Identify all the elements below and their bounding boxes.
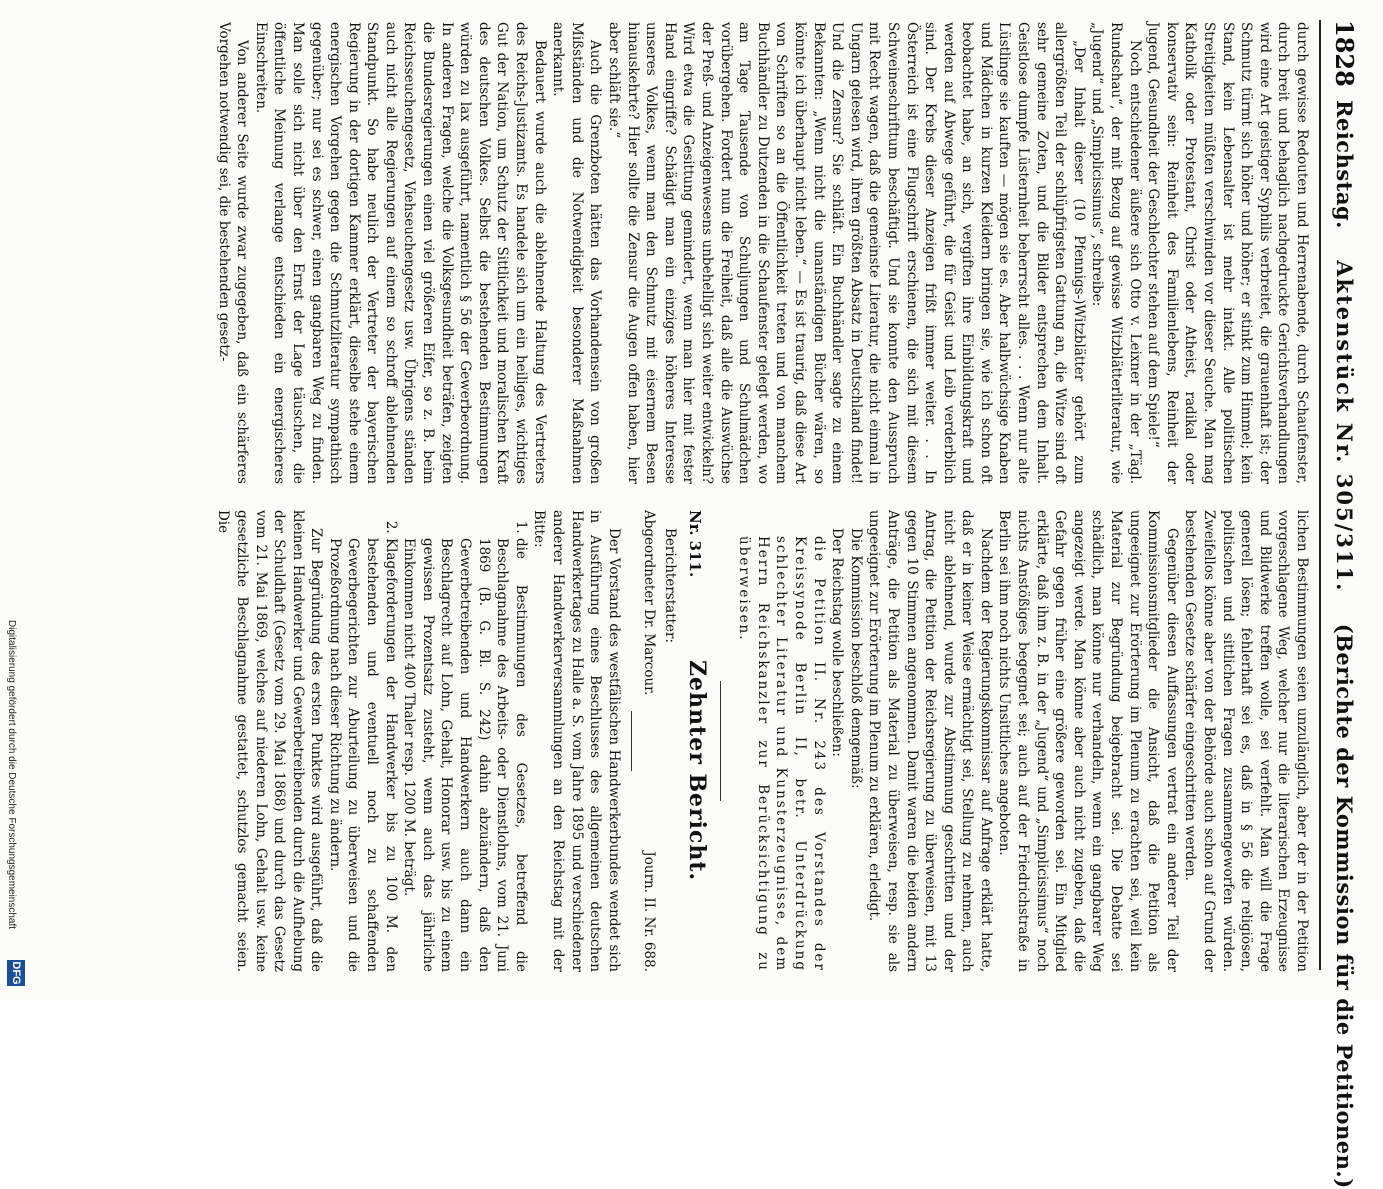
- bitte-list: [325, 510, 530, 972]
- small-divider: [631, 711, 632, 771]
- page-header: [1319, 20, 1365, 1189]
- left-paragraph: Bedauert wurde auch die ablehnende Haltung des Vertreters des Reichs-Justizamts. Es handele sich um ein heiliges, wichtiges Gut der Nation, um Schutz der Sittlichkeit und moralischen Kraft des deutschen Volkes. Selbst die bestehenden Bestimmungen würden zu lax ausgeführt, namentlich § 56 der Gewerbeordnung. In anderen Fragen, welche die Volksgesundheit beträfen, zeigten die Bundesregierungen einen viel größeren Eifer, so z. B. beim Reichsseuchengesetz, Viehseuchengesetz usw. Übrigens ständen auch nicht alle Regierungen auf einem so schroff ablehnenden Standpunkt. So habe neulich der Vertreter der bayerischen Regierung in der dortigen Kammer erklärt, dieselbe stehe einem energischen Vorgehen gegen die Schmutzliteratur sympathisch gegenüber; nur sei es schwer, einen gangbaren Weg zu finden. Man solle sich nicht über den Ernst der Lage täuschen, die öffentliche Meinung verlange entschieden ein energischeres Einschreiten.: [252, 22, 548, 484]
- left-paragraph: Noch entschiedener äußere sich Otto v. Leixner in der „Tägl. Rundschau“, der mit Bezug auf gewisse Witzblätterliteratur, wie „Jugend“ und „Simplicissimus“, schreibe:: [1089, 22, 1143, 484]
- digitization-note: Digitalisierung gefördert durch die Deutsche Forschungsgemeinschaft: [6, 620, 17, 930]
- right-paragraph: Zur Begründung des ersten Punktes wird ausgeführt, daß die kleinen Handwerker und Gewerbetreibenden durch die Aufhebung der Schuldhaft (Gesetz vom 29. Mai 1868) und durch das Gesetz vom 21. Mai 1869, welches auf niederen Lohn, Gehalt usw. keine gesetzliche Beschlagnahme gestattet, schutzlos gemacht seien. Die: [215, 510, 325, 972]
- title-main: Aktenstück Nr. 305/311.: [1332, 260, 1357, 593]
- right-paragraph: lichen Bestimmungen seien unzulänglich, aber der in der Petition vorgeschlagene Weg, welcher nur die literarischen Erzeugnisse und Bildwerke treffen wolle, sei verfehlt. Man will die Frage generell lösen; fehlerhaft sei es, daß in § 56 die religiösen, politischen und sittlichen Fragen zusammengeworfen würden. Zweifellos könne aber von der Behörde auch schon auf Grund der bestehenden Gesetze schärfer eingeschritten werden.: [1182, 510, 1310, 972]
- berichterstatter-name: Abgeordneter Dr. Marcour.: [641, 510, 658, 696]
- report-title: Zehnter Bericht.: [683, 660, 710, 882]
- list-item: 1. die Bestimmungen des Gesetzes, betreffend die Beschlagnahme des Arbeits- oder Dienstlohns, vom 21. Juni 1869 (B. G. Bl. S. 242) dahin abzuändern, daß den Gewerbetreibenden und Handwerkern auch dann ein Beschlagrecht auf Lohn, Gehalt, Honorar usw. bis zu einem gewissen Prozentsatz zusteht, wenn auch das jährliche Einkommen nicht 400 Thaler resp. 1200 M. beträgt.: [400, 538, 530, 972]
- resolution-text: [735, 510, 828, 972]
- left-paragraph: Von anderer Seite wurde zwar zugegeben, daß ein schärferes Vorgehen notwendig sei, die bestehenden gesetz-: [215, 22, 251, 484]
- title-suffix: (Berichte der Kommission für die Petitionen.): [1332, 623, 1357, 1189]
- right-paragraph: Der Vorstand des westfälischen Handwerkerbundes wendet sich in Ausführung eines Beschlusses des allgemeinen deutschen Handwerkertages zu Halle a. S. vom Jahre 1895 und verschiedener anderer Handwerkerversammlungen an den Reichstag mit der Bitte:: [531, 510, 622, 972]
- page-title: [1332, 100, 1357, 1189]
- left-column: [214, 22, 1311, 484]
- dfg-logo: DFG: [7, 960, 25, 986]
- section-divider: [720, 681, 721, 801]
- right-paragraph: Nachdem der Regierungskommissar auf Anfrage erklärt hatte, daß er in keiner Weise ermächtigt sei, Stellung zu nehmen, auch nicht ablehnend, wurde zur Abstimmung geschritten und der Antrag, die Petition der Reichsregierung zu überweisen, mit 13 gegen 10 Stimmen angenommen. Damit waren die beiden andern Anträge, die Petition als Material zu überweisen, resp. sie als ungeeignet zur Erörterung im Plenum zu erklären, erledigt.: [866, 510, 994, 972]
- right-paragraph: Die Kommission beschloß demgemäß:: [847, 528, 864, 789]
- page-number: 1828: [1330, 20, 1359, 87]
- left-paragraph: „Der Inhalt dieser (10 Pfennigs-)Witzblätter gehört zum allergrößten Teil der schlüpfrigsten Gattung an, die Witze sind oft sehr gemeine Zoten, und die Bilder entsprechen dem Inhalt. Geistlose dumpfe Lüsternheit beherrscht alles. . . . Wenn nur alte Lüstlinge sie kauften — mögen sie es. Aber halbwüchsige Knaben und Mädchen in kurzen Kleidern bringen sie, wie ich schon oft beobachtet habe, an sich, vergiften ihre Einbildungskraft und werden auf Abwege geführt, die für Geist und Leib verderblich sind. Der Krebs dieser Anzeigen frißt immer weiter. . . In Österreich ist eine Flugschrift erschienen, die sich mit diesem Schweineschrifttum beschäftigt. Und sie konnte den Ausspruch mit Recht wagen, daß die gemeinste Literatur, die nicht einmal in Ungarn gelesen wird, ihren größten Absatz in Deutschland findet! Und die Zensur? Sie schläft. Ein Buchhändler sagte zu einem Bekannten: „Wenn nicht die unanständigen Bücher wären, so könnte ich überhaupt nicht leben.“ — Es ist traurig, daß diese Art von Schriften so an die Öffentlichkeit treten und von manchem Buchhändler zu Dutzenden in die Schaufenster gelegt werden, wo am Tage Tausende von Schuljungen und Schulmädchen vorübergehen. Fordert nun die Freiheit, daß alle die Auswüchse der Preß- und Anzeigenwesens unbehelligt sich weiter entwickeln? Wird etwa die Gesittung gemindert, wenn man hier mit fester Hand eingriffe? Schädigt man ein einziges höheres Interesse unseres Volkes, wenn man den Schmutz mit eisernem Besen hinauskehrte? Hier sollte die Zensur die Augen offen haben, hier aber schläft sie.“: [606, 22, 1087, 484]
- journal-number: Journ. II. Nr. 688.: [641, 851, 658, 972]
- right-paragraph: Gegenüber diesen Auffassungen vertrat ein anderer Teil der Kommissionsmitglieder die Ansicht, daß die Petition als ungeeignet zur Erörterung im Plenum zu erachten sei, weil kein Material zur Begründung beigebracht sei. Die Debatte sei schädlich, man könne nur verhandeln, wenn ein gangbarer Weg angezeigt werde. Man könne aber auch nicht zugeben, daß die Gefahr gegen früher eine größere geworden sei. Ein Mitglied erklärte, daß ihm z. B. in der „Jugend“ und „Simplicissimus“ noch nichts Anstößiges begegnet sei; auch auf der Friedrichstraße in Berlin sei ihm noch nichts Unsittliches angeboten.: [996, 510, 1180, 972]
- report-heading: [683, 510, 710, 972]
- list-item: 2. Klageforderungen der Handwerker bis zu 100 M. den bestehenden und eventuell noch zu schaffenden Gewerbegerichten zur Aburteilung zu überweisen und die Prozeßordnung nach dieser Richtung zu ändern.: [325, 538, 399, 972]
- left-paragraph: durch gewisse Redouten und Herrenabende, durch Schaufenster, durch breit und behaglich nachgedruckte Gerichtsverhandlungen wird eine Art geistiger Syphilis verbreitet, die grauenhaft ist; der Schmutz türmt sich höher und höher; er stinkt zum Himmel; kein Stand, kein Lebensalter ist mehr intakt. Alle politischen Streitigkeiten müßten verschwinden vor dieser Seuche. Man mag Katholik oder Protestant, Christ oder Atheist, radikal oder konservativ sein: Reinheit des Familienlebens, Reinheit der Jugend, Gesundheit der Geschlechter stehen auf dem Spiele!“: [1145, 22, 1310, 484]
- berichterstatter-row: [640, 510, 659, 972]
- title-prefix: Reichstag.: [1332, 100, 1357, 229]
- right-column: [214, 510, 1311, 972]
- right-paragraph: Der Reichstag wolle beschließen:: [829, 528, 846, 757]
- berichterstatter-label: Berichterstatter:: [662, 528, 678, 644]
- left-paragraph: Auch die Grenzboten hätten das Vorhandensein von großen Mißständen und die Notwendigkeit besonderer Maßnahmen anerkannt.: [550, 22, 604, 484]
- resolution-content: die Petition II. Nr. 243 des Vorstandes der Kreissynode Berlin II, betr. Unterdrückung schlechter Literatur und Kunsterzeugnisse, dem Herrn Reichskanzler zur Berücksichtigung zu überweisen.: [736, 536, 827, 972]
- report-number: Nr. 311.: [685, 510, 704, 578]
